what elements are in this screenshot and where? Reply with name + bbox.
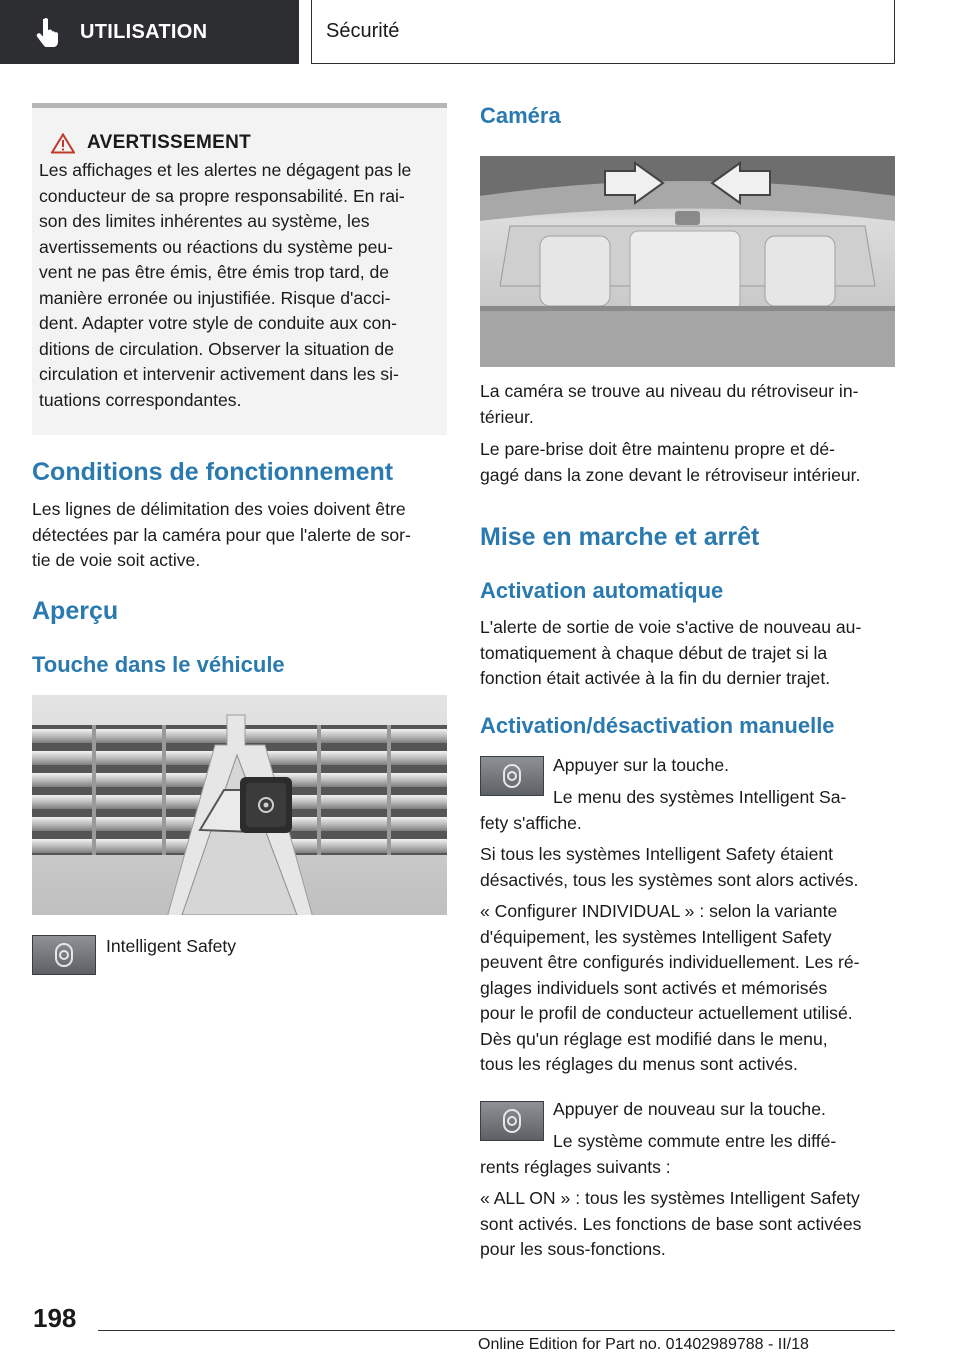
windscreen-text: Le pare-brise doit être maintenu propre et dé‐ gagé dans la zone devant le rétroviseur intérieur. [480, 439, 861, 485]
hand-pointer-icon [36, 17, 62, 47]
section-title: UTILISATION [80, 20, 208, 43]
manual-activation-heading: Activation/désactivation manuelle [480, 713, 835, 738]
mise-en-marche-heading: Mise en marche et arrêt [480, 523, 760, 551]
warning-title: AVERTISSEMENT [87, 132, 252, 153]
touche-heading: Touche dans le véhicule [32, 652, 285, 677]
switch-text: Le système commute entre les diffé‐ rents réglages suivants : [480, 1131, 837, 1177]
auto-activation-text: L'alerte de sortie de voie s'active de nouveau au‐ tomatiquement à chaque début de trajet si la fonction était activée à la fin du dernier trajet. [480, 617, 862, 688]
chapter-header [311, 0, 895, 64]
auto-activation-heading: Activation automatique [480, 578, 724, 603]
intelligent-safety-label: Intelligent Safety [106, 936, 237, 956]
page-number: 198 [33, 1303, 77, 1333]
conditions-heading: Conditions de fonctionnement [32, 458, 394, 486]
intelligent-safety-button-icon[interactable] [32, 935, 96, 975]
section-tab[interactable] [0, 0, 299, 64]
camera-heading: Caméra [480, 103, 561, 128]
individual-text: « Configurer INDIVIDUAL » : selon la variante d'équipement, les systèmes Intelligent Safety peuvent être configurés individuellement. Les ré‐ glages individuels sont activés et mémorisés pour le profil de conducteur actuellement utilisé. Dès qu'un réglage est modifié dans le menu, tous les réglages du menus sont activés. [480, 901, 860, 1074]
button-panel-photo [32, 695, 447, 915]
press-again-text: Appuyer de nouveau sur la touche. [553, 1099, 826, 1119]
menu-text: Le menu des systèmes Intelligent Sa‐ fety s'affiche. [480, 787, 847, 833]
camera-location-text: La caméra se trouve au niveau du rétroviseur in‐ térieur. [480, 381, 859, 427]
chapter-title: Sécurité [326, 20, 400, 42]
apercu-heading: Aperçu [32, 597, 119, 625]
camera-photo [480, 156, 895, 367]
warning-text: Les affichages et les alertes ne dégagent pas le conducteur de sa propre responsabilité. En rai‐ son des limites inhérentes au système, les avertissements ou réactions du système peu‐ vent ne pas être émis, être émis trop tard, de manière erronée ou injustifiée. Risque d'acci‐ dent. Adapter votre style de conduite aux con‐ ditions de circulation. Observer la situation de circulation et intervenir activement dans les si‐ tuations correspondantes. [39, 160, 412, 410]
all-off-text: Si tous les systèmes Intelligent Safety étaient désactivés, tous les systèmes sont alors activés. [480, 844, 859, 890]
press-button-text: Appuyer sur la touche. [553, 755, 730, 775]
footer-divider [98, 1330, 895, 1331]
all-on-text: « ALL ON » : tous les systèmes Intelligent Safety sont activés. Les fonctions de base sont activées pour les sous-fonctions. [480, 1188, 862, 1259]
warning-icon [51, 133, 75, 154]
warning-box [32, 103, 447, 435]
edition-footer: Online Edition for Part no. 01402989788 - II/18 [478, 1336, 809, 1353]
intelligent-safety-icon [53, 942, 75, 968]
conditions-text: Les lignes de délimitation des voies doivent être détectées par la caméra pour que l'alerte de sor‐ tie de voie soit active. [32, 499, 411, 570]
